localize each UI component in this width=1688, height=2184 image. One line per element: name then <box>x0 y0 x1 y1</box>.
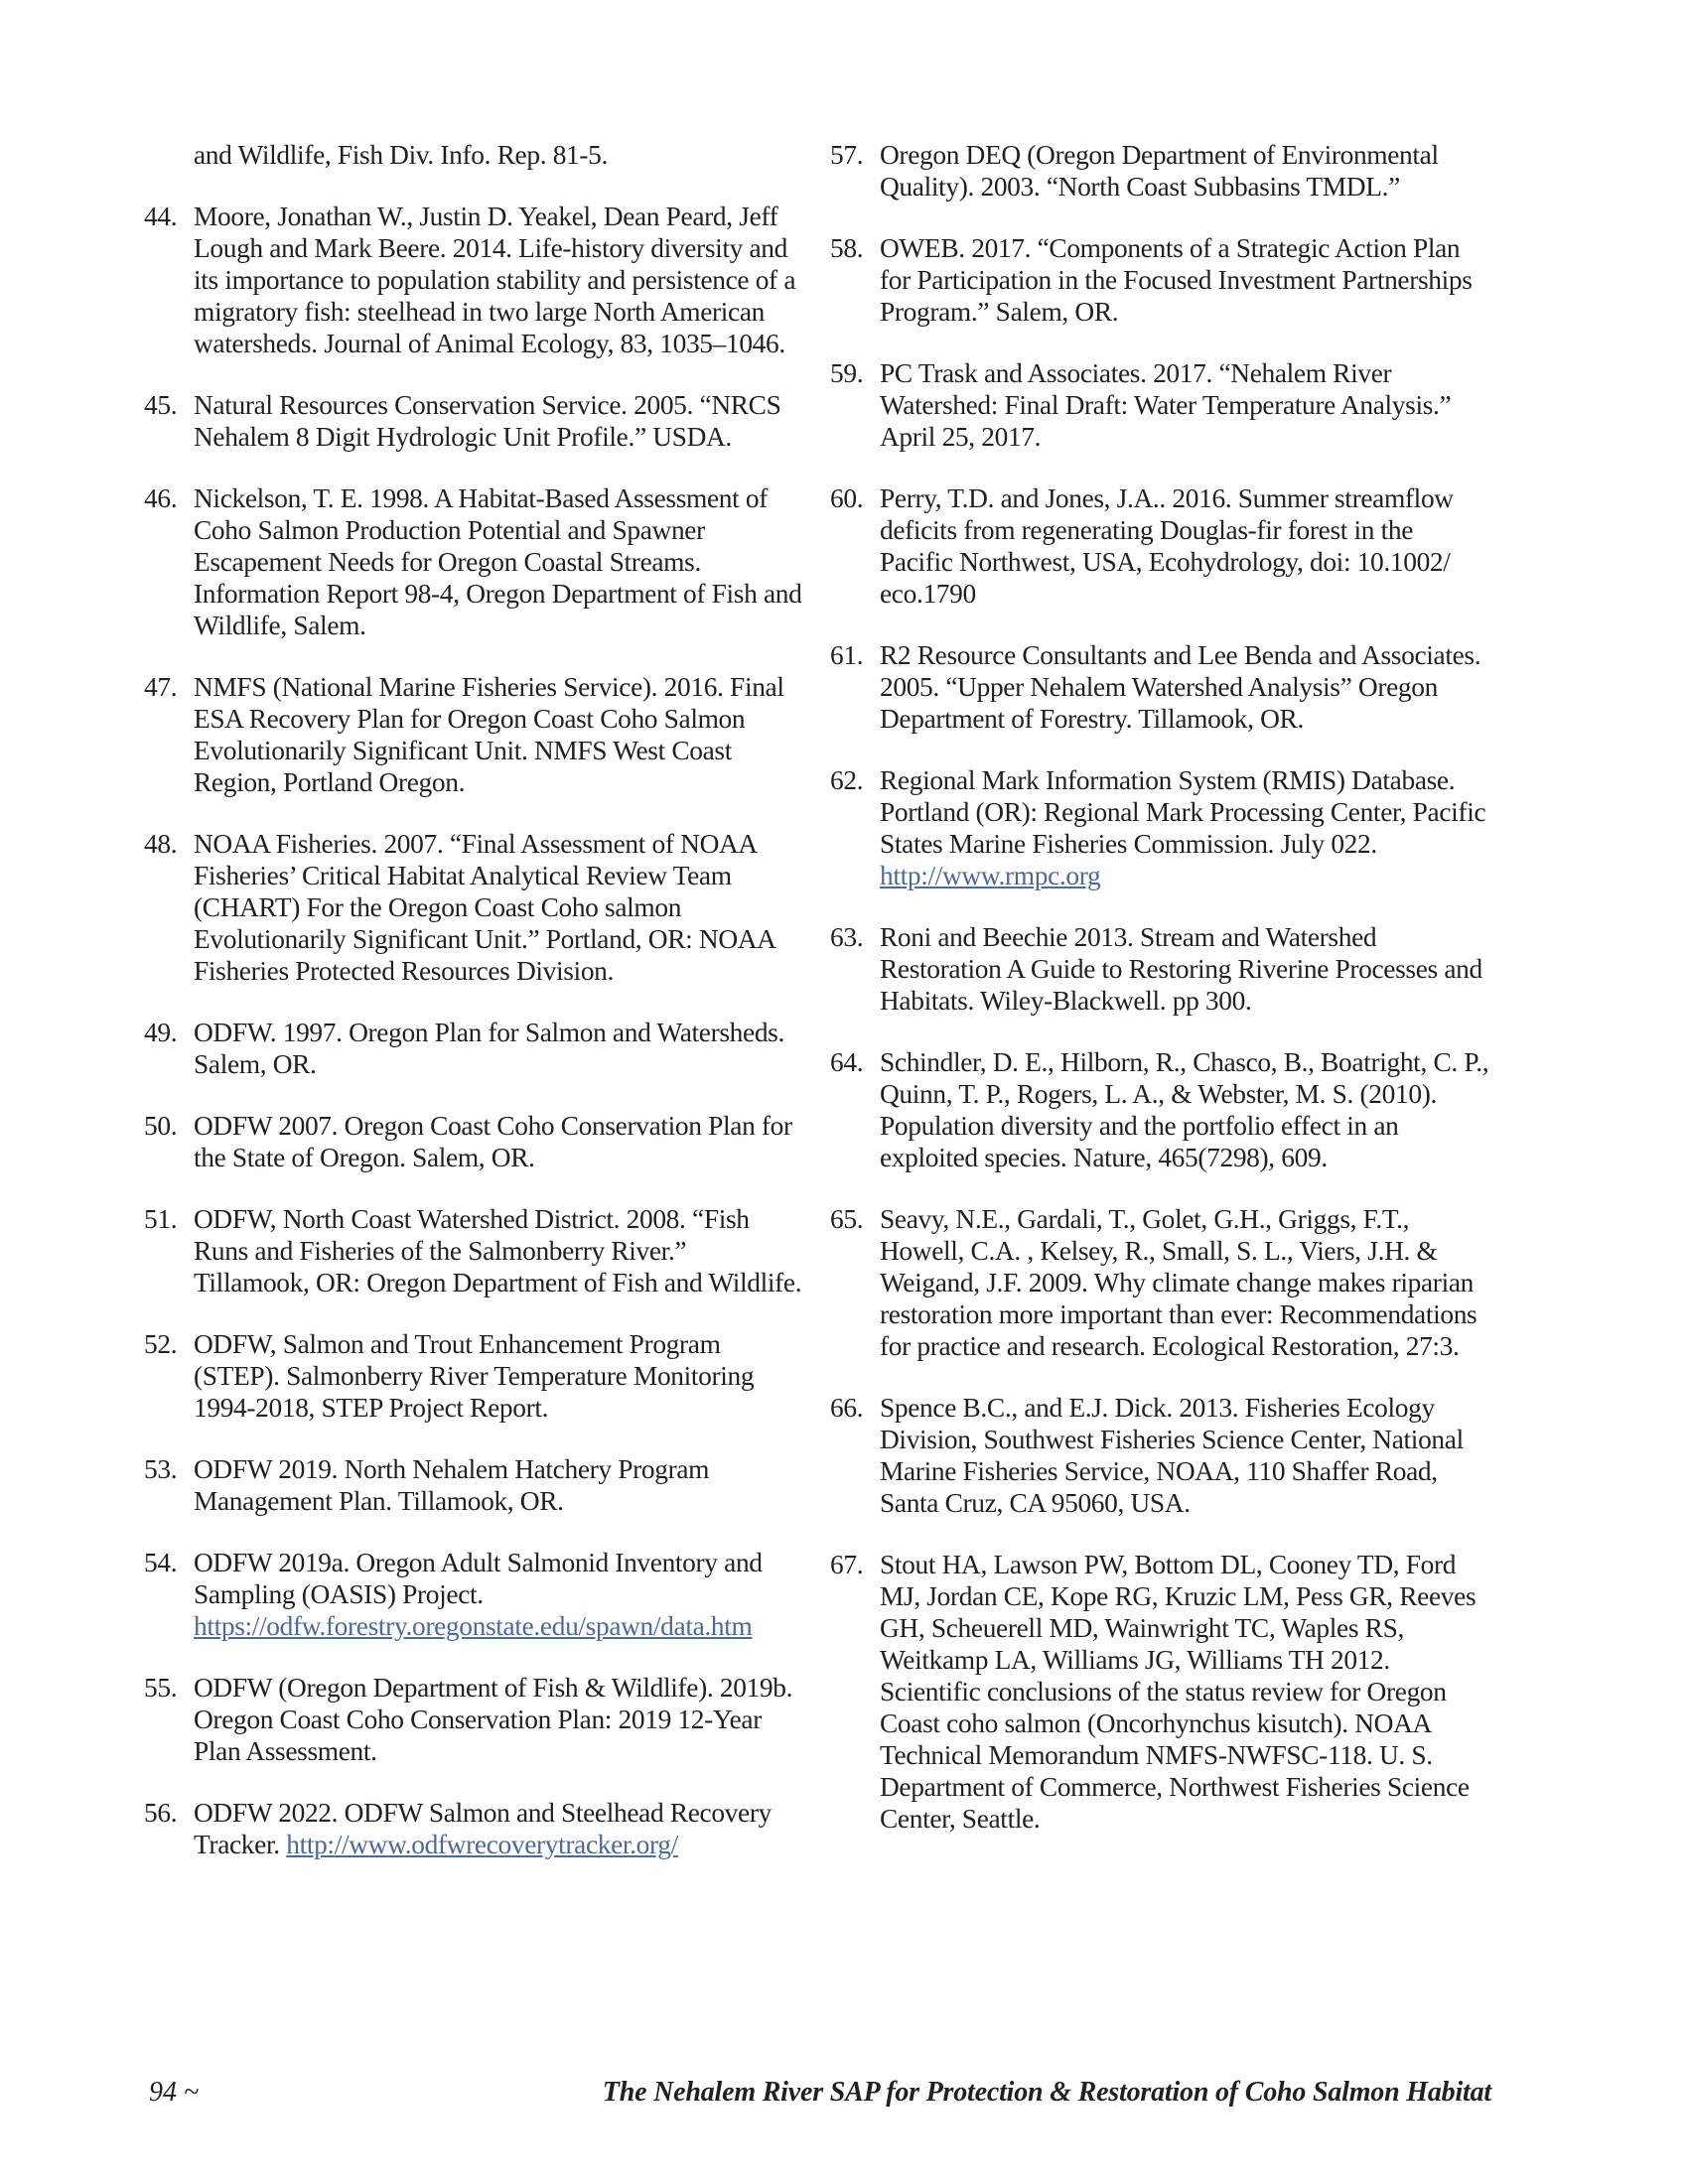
reference-number: 67. <box>830 1550 864 1579</box>
reference-number: 51. <box>144 1204 178 1234</box>
reference-number: 55. <box>144 1673 178 1703</box>
reference-item <box>830 482 1491 610</box>
reference-number: 52. <box>144 1329 178 1359</box>
reference-text: ODFW 2007. Oregon Coast Coho Conservation Plan for the State of Oregon. Salem, OR. <box>194 1111 792 1172</box>
reference-text: Perry, T.D. and Jones, J.A.. 2016. Summer streamflow deficits from regenerating Douglas-fir forest in the Pacific Northwest, USA, Ecohydrology, doi: 10.1002/ eco.1790 <box>880 483 1454 609</box>
reference-number: 57. <box>830 140 864 170</box>
reference-item <box>144 1203 805 1298</box>
reference-number: 50. <box>144 1111 178 1141</box>
reference-item <box>144 1110 805 1173</box>
reference-number: 61. <box>830 640 864 670</box>
reference-number: 60. <box>830 483 864 513</box>
reference-number: 66. <box>830 1393 864 1423</box>
reference-item <box>144 1328 805 1424</box>
reference-item <box>144 1797 805 1860</box>
reference-number: 56. <box>144 1798 178 1828</box>
document-title: The Nehalem River SAP for Protection & Restoration of Coho Salmon Habitat <box>602 2077 1491 2108</box>
reference-text: NMFS (National Marine Fisheries Service). 2016. Final ESA Recovery Plan for Oregon Coast Coho Salmon Evolutionarily Significant Unit. NMFS West Coast Region, Portland Oregon. <box>194 672 784 797</box>
reference-item <box>830 1203 1491 1362</box>
reference-item <box>830 921 1491 1017</box>
reference-number: 54. <box>144 1548 178 1577</box>
reference-item <box>830 764 1491 891</box>
reference-text: NOAA Fisheries. 2007. “Final Assessment of NOAA Fisheries’ Critical Habitat Analytical Review Team (CHART) For the Oregon Coast Coho salmon Evolutionarily Significant Unit.” Portland, OR: NOAA Fisheries Protected Resources Division. <box>194 829 775 986</box>
reference-number: 62. <box>830 765 864 795</box>
reference-number: 46. <box>144 483 178 513</box>
reference-text: Spence B.C., and E.J. Dick. 2013. Fisheries Ecology Division, Southwest Fisheries Science Center, National Marine Fisheries Service, NOAA, 110 Shaffer Road, Santa Cruz, CA 95060, USA. <box>880 1393 1464 1518</box>
reference-number: 48. <box>144 829 178 859</box>
reference-item <box>830 232 1491 328</box>
reference-item <box>830 1392 1491 1519</box>
reference-number: 59. <box>830 358 864 388</box>
references-right-column <box>830 139 1491 1835</box>
reference-item <box>144 482 805 641</box>
reference-item <box>830 1549 1491 1835</box>
reference-continuation <box>144 139 805 171</box>
reference-item <box>144 1672 805 1767</box>
reference-item <box>830 357 1491 453</box>
reference-text: ODFW (Oregon Department of Fish & Wildlife). 2019b. Oregon Coast Coho Conservation Plan: 2019 12-Year Plan Assessment. <box>194 1673 793 1766</box>
reference-text: Seavy, N.E., Gardali, T., Golet, G.H., Griggs, F.T., Howell, C.A. , Kelsey, R., Small, S. L., Viers, J.H. & Weigand, J.F. 2009. Why climate change makes riparian restoration more important than ever: Recommendations for practice and research. Ecological Restoration, 27:3. <box>880 1204 1477 1361</box>
reference-item <box>144 201 805 359</box>
reference-item <box>144 1547 805 1642</box>
reference-number: 63. <box>830 922 864 952</box>
reference-item <box>144 828 805 987</box>
reference-number: 64. <box>830 1047 864 1077</box>
reference-item <box>144 1453 805 1517</box>
references-left-column <box>144 139 805 1860</box>
reference-number: 58. <box>830 233 864 263</box>
reference-text: R2 Resource Consultants and Lee Benda and Associates. 2005. “Upper Nehalem Watershed Analysis” Oregon Department of Forestry. Tillamook, OR. <box>880 640 1481 734</box>
reference-number: 45. <box>144 390 178 420</box>
reference-text: Stout HA, Lawson PW, Bottom DL, Cooney TD, Ford MJ, Jordan CE, Kope RG, Kruzic LM, Pess GR, Reeves GH, Scheuerell MD, Wainwright TC, Waples RS, Weitkamp LA, Williams JG, Williams TH 2012. Scientific conclusions of the status review for Oregon Coast coho salmon (Oncorhynchus kisutch). NOAA Technical Memorandum NMFS-NWFSC-118. U. S. Department of Commerce, Northwest Fisheries Science Center, Seattle. <box>880 1550 1477 1834</box>
reference-number: 44. <box>144 202 178 231</box>
reference-text: Regional Mark Information System (RMIS) Database. Portland (OR): Regional Mark Processing Center, Pacific States Marine Fisheries Commission. July 022. http://www.rmpc.org <box>880 765 1486 890</box>
reference-item <box>830 1046 1491 1173</box>
reference-text: PC Trask and Associates. 2017. “Nehalem River Watershed: Final Draft: Water Temperature Analysis.” April 25, 2017. <box>880 358 1452 452</box>
page-footer <box>149 2077 1491 2116</box>
reference-text: Natural Resources Conservation Service. 2005. “NRCS Nehalem 8 Digit Hydrologic Unit Profile.” USDA. <box>194 390 781 452</box>
reference-item <box>830 139 1491 203</box>
reference-item <box>144 1017 805 1080</box>
reference-number: 65. <box>830 1204 864 1234</box>
reference-text: and Wildlife, Fish Div. Info. Rep. 81-5. <box>194 140 609 170</box>
reference-item <box>144 671 805 798</box>
reference-text: ODFW. 1997. Oregon Plan for Salmon and Watersheds. Salem, OR. <box>194 1018 784 1079</box>
reference-number: 53. <box>144 1454 178 1484</box>
reference-item <box>144 389 805 453</box>
reference-text: ODFW, Salmon and Trout Enhancement Program (STEP). Salmonberry River Temperature Monitoring 1994-2018, STEP Project Report. <box>194 1329 755 1423</box>
reference-text: Nickelson, T. E. 1998. A Habitat-Based Assessment of Coho Salmon Production Potential and Spawner Escapement Needs for Oregon Coastal Streams. Information Report 98-4, Oregon Department of Fish and Wildlife, Salem. <box>194 483 802 640</box>
reference-text: OWEB. 2017. “Components of a Strategic Action Plan for Participation in the Focused Investment Partnerships Program.” Salem, OR. <box>880 233 1473 327</box>
reference-link[interactable]: http://www.odfwrecoverytracker.org/ <box>286 1830 678 1859</box>
reference-link[interactable]: https://odfw.forestry.oregonstate.edu/spawn/data.htm <box>194 1611 753 1641</box>
reference-link[interactable]: http://www.rmpc.org <box>880 861 1101 890</box>
reference-number: 49. <box>144 1018 178 1047</box>
reference-text: ODFW 2019. North Nehalem Hatchery Program Management Plan. Tillamook, OR. <box>194 1454 710 1516</box>
reference-text: ODFW 2019a. Oregon Adult Salmonid Inventory and Sampling (OASIS) Project. https://odfw.forestry.oregonstate.edu/spawn/data.htm <box>194 1548 763 1641</box>
reference-text: ODFW 2022. ODFW Salmon and Steelhead Recovery Tracker. http://www.odfwrecoverytracker.org/ <box>194 1798 772 1859</box>
page-number: 94 ~ <box>149 2077 200 2108</box>
reference-text: Oregon DEQ (Oregon Department of Environmental Quality). 2003. “North Coast Subbasins TMDL.” <box>880 140 1439 202</box>
reference-item <box>830 639 1491 735</box>
reference-text: Moore, Jonathan W., Justin D. Yeakel, Dean Peard, Jeff Lough and Mark Beere. 2014. Life-history diversity and its importance to population stability and persistence of a migratory fish: steelhead in two large North American watersheds. Journal of Animal Ecology, 83, 1035–1046. <box>194 202 796 358</box>
reference-number: 47. <box>144 672 178 702</box>
reference-text: Schindler, D. E., Hilborn, R., Chasco, B., Boatright, C. P., Quinn, T. P., Rogers, L. A., & Webster, M. S. (2010). Population diversity and the portfolio effect in an exploited species. Nature, 465(7298), 609. <box>880 1047 1489 1172</box>
reference-text: ODFW, North Coast Watershed District. 2008. “Fish Runs and Fisheries of the Salmonberry River.” Tillamook, OR: Oregon Department of Fish and Wildlife. <box>194 1204 802 1297</box>
reference-text: Roni and Beechie 2013. Stream and Watershed Restoration A Guide to Restoring Riverine Processes and Habitats. Wiley-Blackwell. pp 300. <box>880 922 1482 1016</box>
